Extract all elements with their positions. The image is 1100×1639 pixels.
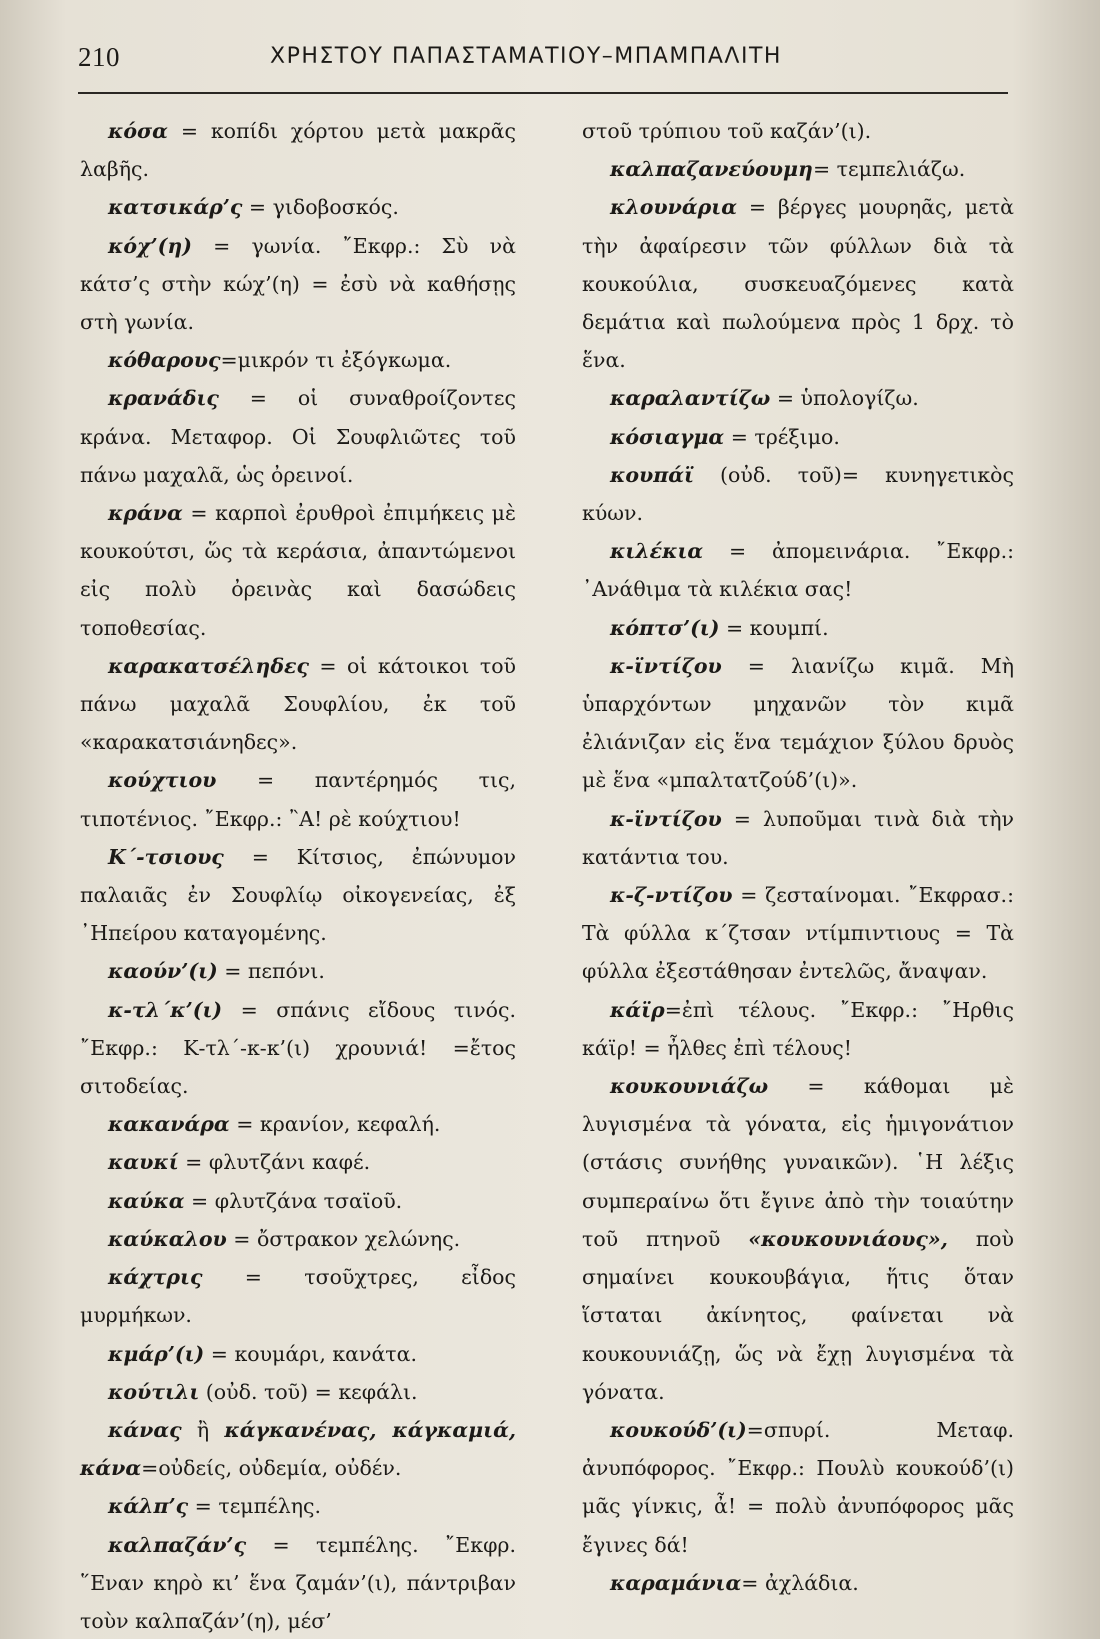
headword: κόχ’(η) [108, 233, 192, 258]
page-number: 210 [78, 42, 120, 72]
headword: κλουνάρια [610, 195, 737, 220]
headword: Κ΄-τσιους [108, 844, 224, 869]
definition: = πεπόνι. [217, 959, 325, 984]
entry [80, 1143, 516, 1181]
definition: = λιανίζω κιμᾶ. Μὴ ὑπαρχόντων μηχανῶν τὸν κιμᾶ ἐλιάνιζαν εἰς ἕνα τεμάχιον ξύλου δρυὸς μὲ ἕνα «μπαλτατζούδ’(ι)». [582, 653, 1014, 793]
entry [80, 1411, 516, 1487]
headword: κ-ζ-ντίζου [610, 883, 733, 908]
headword: κάλπ’ς [108, 1494, 189, 1519]
headword: καύκαλου [108, 1226, 227, 1251]
headword: κμάρ’(ι) [108, 1341, 205, 1366]
entry [80, 952, 516, 990]
running-head: ΧΡΗΣΤΟΥ ΠΑΠΑΣΤΑΜΑΤΙΟΥ–ΜΠΑΜΠΑΛΙΤΗ [270, 44, 782, 69]
definition: = ἀχλάδια. [741, 1570, 859, 1595]
entry [80, 761, 516, 837]
entry [582, 800, 1014, 876]
definition: = οἱ κάτοικοι τοῦ πάνω μαχαλᾶ Σουφλίου, ἐκ τοῦ «καρακατσιάνηδες». [80, 653, 516, 755]
entry [80, 1487, 516, 1525]
headword: κουπάϊ [610, 462, 694, 487]
definition: (οὐδ. τοῦ)= κυνηγετικὸς κύων. [582, 462, 1014, 526]
left-column [80, 112, 516, 1639]
headword: κόσιαγμα [610, 424, 725, 449]
right-column [582, 112, 1014, 1602]
entry [582, 456, 1014, 532]
entry [582, 379, 1014, 417]
definition: = ὑπολογίζω. [770, 386, 919, 411]
headword: κούχτιου [108, 768, 217, 793]
definition: = παντέρημός τις, τιποτένιος. ῎Εκφρ.: ῍Α! ρὲ κούχτιου! [80, 768, 516, 831]
definition: = γιδοβοσκός. [242, 195, 399, 220]
entry [80, 379, 516, 494]
entry [80, 991, 516, 1106]
headword: κόσα [108, 119, 168, 143]
headword: κουκούδ’(ι) [610, 1417, 747, 1442]
definition: (οὐδ. τοῦ) = κεφάλι. [199, 1379, 418, 1404]
definition: ἢ [181, 1417, 225, 1442]
entry [582, 609, 1014, 647]
entry [582, 1411, 1014, 1564]
headword: κ-ϊντίζου [610, 806, 722, 831]
definition: = ὄστρακον χελώνης. [226, 1226, 461, 1251]
headword: κιλέκια [610, 539, 704, 564]
entry [80, 341, 516, 379]
definition: = τεμπέλης. ῎Εκφρ. ῞Εναν κηρὸ κι’ ἕνα ζαμάν’(ι), πάντριβαν τοὺν καλπαζάν’(η), μέσ’ [80, 1532, 516, 1633]
headword: κακανάρα [108, 1112, 230, 1137]
entry-continuation: στοῦ τρύπιου τοῦ καζάν’(ι). [582, 119, 872, 143]
entry [582, 876, 1014, 991]
definition: = Κίτσιος, ἐπώνυμον παλαιᾶς ἐν Σουφλίῳ οἰκογενείας, ἐξ ᾿Ηπείρου καταγομένης. [80, 844, 516, 946]
definition: =ἐπὶ τέλους. ῎Εκφρ.: ῎Ηρθις κάϊρ! = ἦλθες ἐπὶ τέλους! [582, 997, 1014, 1060]
headword-variant: κάγκανένας, κάγκαμιά, κάνα [80, 1417, 516, 1481]
definition: = φλυτζάνι καφέ. [178, 1150, 371, 1175]
definition: = ζεσταίνομαι. ῎Εκφρασ.: Τὰ φύλλα κ΄ζτσαν ντίμπιντιους = Τὰ φύλλα ἐξεστάθησαν ἐντελῶς, ἄναψαν. [582, 883, 1014, 984]
headword: καραμάνια [610, 1570, 742, 1595]
headword: κατσικάρ’ς [108, 195, 243, 220]
headword: καούν’(ι) [108, 959, 218, 984]
entry [582, 188, 1014, 379]
definition: = τεμπέλης. [188, 1494, 322, 1519]
definition: = τρέξιμο. [724, 424, 840, 449]
definition: = γωνία. ῎Εκφρ.: Σὺ νὰ κάτσ’ς στὴν κώχ’(η) = ἐσὺ νὰ καθήσῃς στὴ γωνία. [80, 233, 516, 335]
entry [80, 188, 516, 226]
definition: = κάθομαι μὲ λυγισμένα τὰ γόνατα, εἰς ἡμιγονάτιον (στάσις συνήθης γυναικῶν). ῾Η λέξις συμπεραίνω ὅτι ἔγινε ἀπὸ τὴν τοιαύτην τοῦ πτηνοῦ [582, 1074, 1014, 1251]
entry [582, 532, 1014, 608]
definition: = κουμάρι, κανάτα. [204, 1341, 418, 1366]
entry [582, 150, 1014, 188]
definition: = κοπίδι χόρτου μετὰ μακρᾶς λαβῆς. [80, 119, 516, 182]
headword: κουκουνιάζω [610, 1074, 769, 1099]
definition: = φλυτζάνα τσαϊοῦ. [184, 1188, 403, 1213]
entry [80, 227, 516, 342]
definition: = κρανίον, κεφαλή. [229, 1112, 441, 1137]
headword: καλπαζάν’ς [108, 1532, 247, 1557]
page-header [78, 40, 1008, 80]
headword: κόθαρους [108, 348, 221, 373]
entry [80, 647, 516, 762]
entry [582, 418, 1014, 456]
headword: καυκί [108, 1150, 179, 1175]
definition-variant: ποὺ σημαίνει κουκουβάγια, ἥτις ὅταν ἵσταται ἀκίνητος, φαίνεται νὰ κουκουνιάζῃ, ὥς νὰ ἔχῃ λυγισμένα τὰ γόνατα. [582, 1226, 1014, 1404]
headword: καλπαζανεύουμη [610, 157, 813, 182]
headword: καραλαντίζω [610, 386, 771, 411]
definition: = κουμπί. [719, 615, 829, 640]
entry [80, 494, 516, 647]
definition-variant: =οὐδείς, οὐδεμία, οὐδέν. [141, 1456, 402, 1481]
entry [80, 1105, 516, 1143]
definition: = καρποὶ ἐρυθροὶ ἐπιμήκεις μὲ κουκούτσι, ὥς τὰ κεράσια, ἀπαντώμενοι εἰς πολὺ ὀρεινὰς καὶ δασώδεις τοποθεσίας. [80, 501, 516, 640]
headword: κάϊρ [610, 997, 665, 1022]
entry [80, 1373, 516, 1411]
entry [80, 1335, 516, 1373]
definition: =μικρόν τι ἐξόγκωμα. [220, 348, 452, 373]
headword: κ-ϊντίζου [610, 653, 722, 678]
headword: κ-τλ΄κ’(ι) [108, 997, 223, 1022]
definition: =σπυρί. Μεταφ. ἀνυπόφορος. ῎Εκφρ.: Πουλὺ κουκούδ’(ι) μᾶς γίνκις, ἆ! = πολὺ ἀνυπόφορος μᾶς ἔγινες δά! [582, 1417, 1014, 1557]
entry [582, 647, 1014, 800]
definition: = βέργες μουρηᾶς, μετὰ τὴν ἀφαίρεσιν τῶν φύλλων διὰ τὰ κουκούλια, συσκευαζόμενες κατὰ δεμάτια καὶ πωλούμενα πρὸς 1 δρχ. τὸ ἕνα. [582, 195, 1014, 373]
entry [582, 991, 1014, 1067]
entry [80, 112, 516, 188]
headword: κάνας [108, 1417, 182, 1442]
definition: = λυποῦμαι τινὰ διὰ τὴν κατάντια του. [582, 806, 1014, 869]
headword: κράνα [108, 501, 183, 526]
headword: κάχτρις [108, 1265, 203, 1290]
headword: κούτιλι [108, 1379, 200, 1404]
entry [582, 1564, 1014, 1602]
definition: = οἱ συναθροίζοντες κράνα. Μεταφορ. Οἱ Σουφλιῶτες τοῦ πάνω μαχαλᾶ, ὡς ὀρεινοί. [80, 386, 516, 487]
definition: = τσοῦχτρες, εἶδος μυρμήκων. [80, 1265, 516, 1328]
entry [80, 838, 516, 953]
header-rule [78, 92, 1008, 94]
entry [582, 1067, 1014, 1411]
entry [80, 1182, 516, 1220]
headword: καρακατσέληδες [108, 653, 309, 678]
definition: = σπάνις εἴδους τινός. ῎Εκφρ.: Κ-τλ΄-κ-κ’(ι) χρουνιά! =ἔτος σιτοδείας. [80, 997, 516, 1099]
headword-variant: «κουκουνιάους», [748, 1226, 948, 1251]
headword: κρανάδις [108, 386, 219, 411]
definition: = ἀπομεινάρια. ῎Εκφρ.: ᾿Ανάθιμα τὰ κιλέκια σας! [582, 539, 1014, 602]
entry [80, 1258, 516, 1334]
headword: κόπτσ’(ι) [610, 615, 720, 640]
headword: καύκα [108, 1188, 185, 1213]
entry [80, 1220, 516, 1258]
entry [80, 1526, 516, 1639]
definition: = τεμπελιάζω. [812, 157, 966, 182]
